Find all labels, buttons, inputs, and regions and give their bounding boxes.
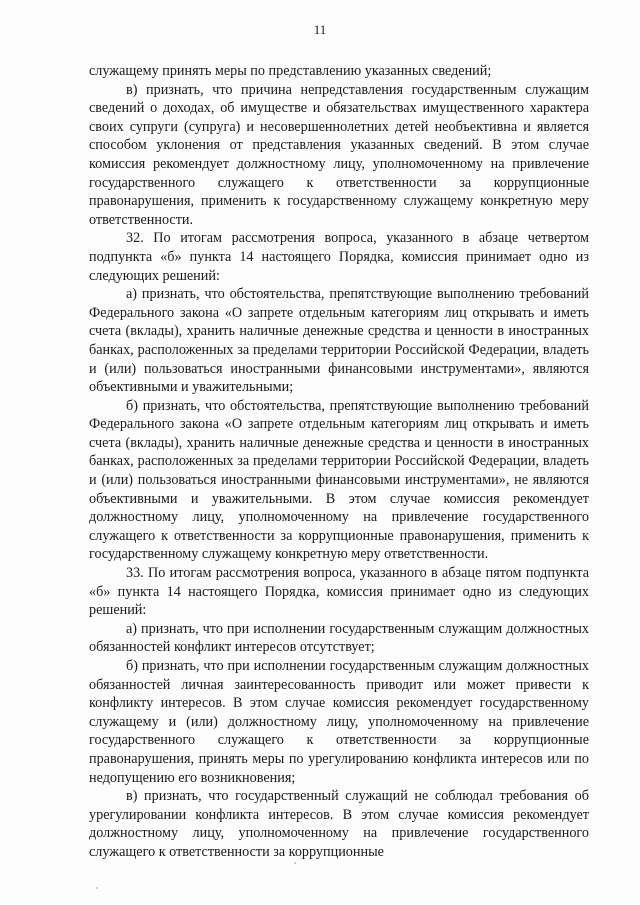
paragraph-continuation: служащему принять меры по представлению указанных сведений; xyxy=(89,63,492,79)
paragraph-31v: в) признать, что причина непредставления государственным служащим сведений о доходах, об имуществе и обязательствах имущественного характера своих супруги (супруга) и несовершеннолетних детей необъективна и является способом уклонения от представления указанных сведений. В этом случае комиссия рекомендует должностному лицу, уполномоченному на привлечение государственного служащего к ответственности за коррупционные правонарушения, применить к государственному служащему конкретную меру ответственности. xyxy=(89,81,589,228)
paragraph-33v: в) признать, что государственный служащий не соблюдал требования об урегулировании конфликта интересов. В этом случае комиссия рекомендует должностному лицу, уполномоченному на привлечение государственного служащего к ответственности за коррупционные xyxy=(89,788,589,860)
scan-speck xyxy=(96,887,98,889)
paragraph-33-intro: 33. По итогам рассмотрения вопроса, указанного в абзаце пятом подпункта «б» пункта 14 настоящего Порядка, комиссия принимает одно из следующих решений: xyxy=(89,565,589,619)
paragraph-33a: а) признать, что при исполнении государственным служащим должностных обязанностей конфликт интересов отсутствует; xyxy=(89,620,589,656)
paragraph-33b: б) признать, что при исполнении государственным служащим должностных обязанностей личная заинтересованность приводит или может привести к конфликту интересов. В этом случае комиссия рекомендует государственному служащему и (или) должностному лицу, уполномоченному на привлечение государственного служащего к ответственности за коррупционные правонарушения, принять меры по урегулированию конфликта интересов или по недопущению его возникновения; xyxy=(89,658,589,786)
paragraph-32a: а) признать, что обстоятельства, препятствующие выполнению требований Федерального закона «О запрете отдельным категориям лиц открывать и иметь счета (вклады), хранить наличные денежные средства и ценности в иностранных банках, расположенных за пределами территории Российской Федерации, владеть и (или) пользоваться иностранными финансовыми инструментами», являются объективными и уважительными; xyxy=(89,286,589,396)
scan-speck xyxy=(294,862,296,864)
paragraph-32b: б) признать, что обстоятельства, препятствующие выполнению требований Федерального закона «О запрете отдельным категориям лиц открывать и иметь счета (вклады), хранить наличные денежные средства и ценности в иностранных банках, расположенных за пределами территории Российской Федерации, владеть и (или) пользоваться иностранными финансовыми инструментами», не являются объективными и уважительными. В этом случае комиссия рекомендует должностному лицу, уполномоченному на привлечение государственного служащего к ответственности за коррупционные правонарушения, применить к государственному служащему конкретную меру ответственности. xyxy=(89,397,589,563)
paragraph-32-intro: 32. По итогам рассмотрения вопроса, указанного в абзаце четвертом подпункта «б» пункта 14 настоящего Порядка, комиссия принимает одно из следующих решений: xyxy=(89,230,589,284)
document-body xyxy=(89,62,589,862)
page-number: 11 xyxy=(313,22,327,37)
